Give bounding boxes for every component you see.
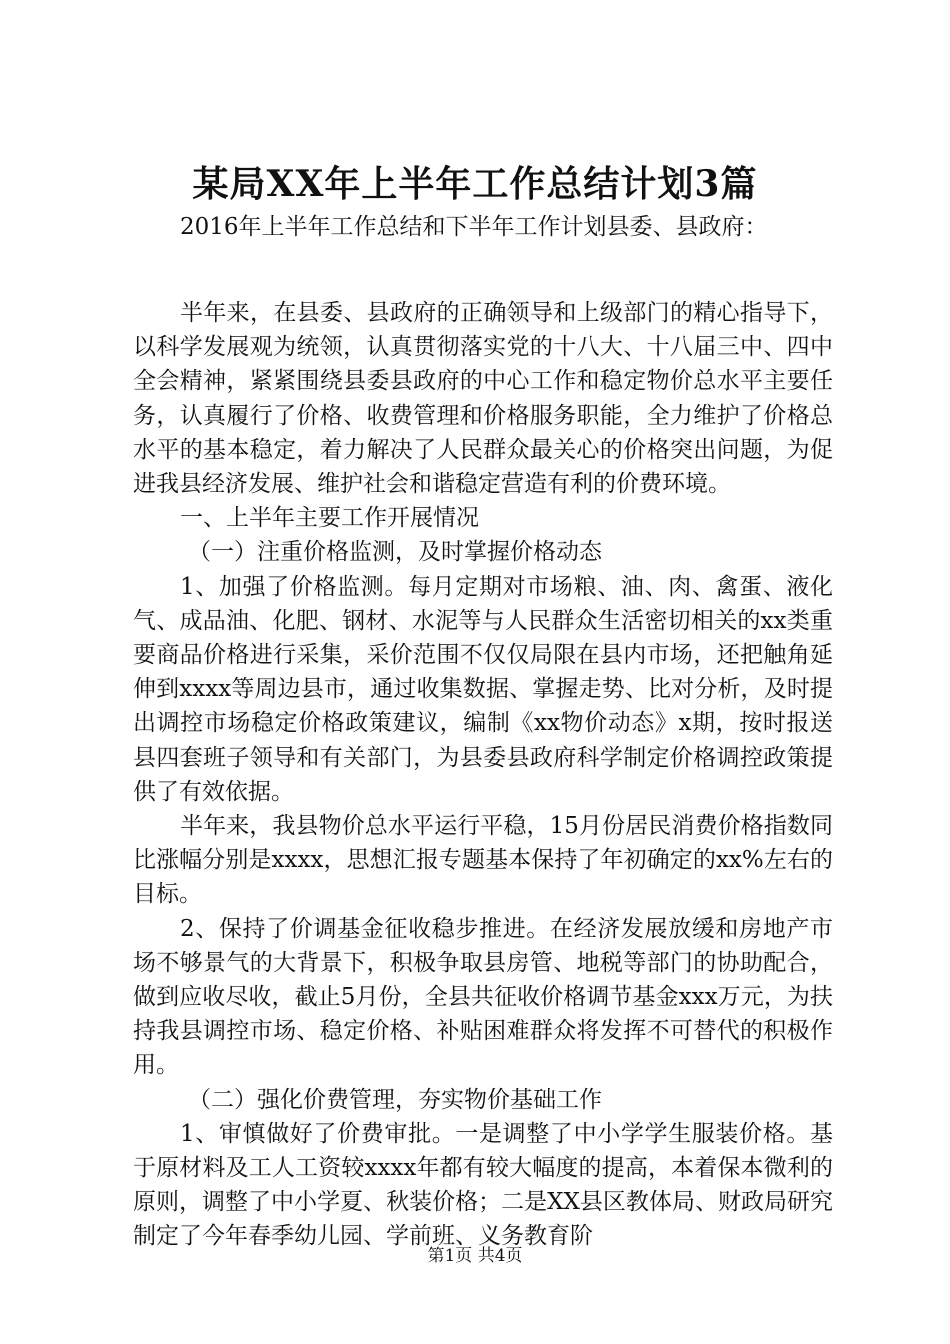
paragraph-price-monitoring: 1、加强了价格监测。每月定期对市场粮、油、肉、禽蛋、液化气、成品油、化肥、钢材、水泥等与人民群众生活密切相关的xx类重要商品价格进行采集，采价范围不仅仅局限在县内市场，还把触角延伸到xxxx等周边县市，通过收集数据、掌握走势、比对分析，及时提出调控市场稳定价格政策建议，编制《xx物价动态》x期，按时报送县四套班子领导和有关部门，为县委县政府科学制定价格调控政策提供了有效依据。 <box>133 573 833 805</box>
paragraph-price-fund: 2、保持了价调基金征收稳步推进。在经济发展放缓和房地产市场不够景气的大背景下，积极争取县房管、地税等部门的协助配合，做到应收尽收，截止5月份，全县共征收价格调节基金xxx万元，为扶持我县调控市场、稳定价格、补贴困难群众将发挥不可替代的积极作用。 <box>133 915 833 1079</box>
paragraph-intro: 半年来，在县委、县政府的正确领导和上级部门的精心指导下，以科学发展观为统领，认真贯彻落实党的十八大、十八届三中、四中全会精神，紧紧围绕县委县政府的中心工作和稳定物价总水平主要任务，认真履行了价格、收费管理和价格服务职能，全力维护了价格总水平的基本稳定，着力解决了人民群众最关心的价格突出问题，为促进我县经济发展、维护社会和谐稳定营造有利的价费环境。 <box>133 300 833 498</box>
section-heading-1: 一、上半年主要工作开展情况 <box>180 505 479 532</box>
page-footer: 第1页 共4页 <box>427 1246 523 1266</box>
paragraph-price-level: 半年来，我县物价总水平运行平稳，15月份居民消费价格指数同比涨幅分别是xxxx，思想汇报专题基本保持了年初确定的xx%左右的目标。 <box>133 813 833 908</box>
paragraph-fee-approval: 1、审慎做好了价费审批。一是调整了中小学学生服装价格。基于原材料及工人工资较xxxx年都有较大幅度的提高，本着保本微利的原则，调整了中小学夏、秋装价格；二是XX县区教体局、财政局研究制定了今年春季幼儿园、学前班、义务教育阶 <box>133 1120 833 1250</box>
document-body <box>133 296 833 1254</box>
subsection-heading-1: （一）注重价格监测，及时掌握价格动态 <box>188 539 602 566</box>
subsection-heading-2: （二）强化价费管理，夯实物价基础工作 <box>188 1086 602 1113</box>
document-title: 某局XX年上半年工作总结计划3篇 <box>192 163 758 205</box>
document-subtitle: 2016年上半年工作总结和下半年工作计划县委、县政府： <box>180 214 768 240</box>
